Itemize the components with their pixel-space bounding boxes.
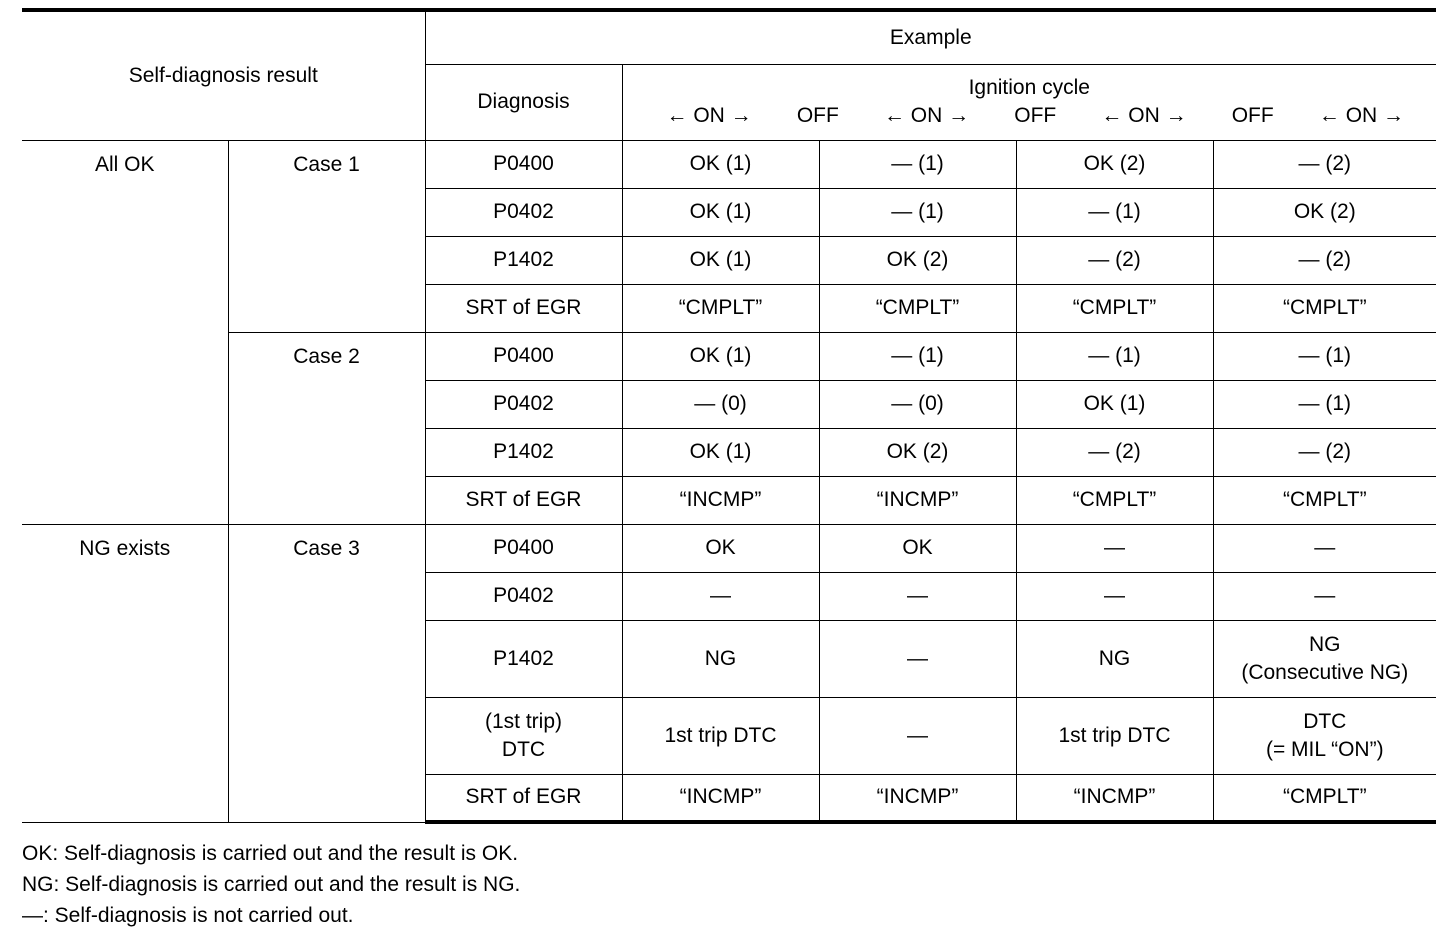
- value-cell: —: [819, 572, 1016, 620]
- value-cell: “INCMP”: [819, 774, 1016, 822]
- value-cell: — (1): [1213, 380, 1436, 428]
- value-cell: 1st trip DTC: [622, 697, 819, 774]
- diagnosis-header: Diagnosis: [425, 64, 622, 140]
- value-cell: — (2): [1213, 236, 1436, 284]
- cycle-state-label: ← ON →: [883, 104, 970, 127]
- legend-notes: [22, 838, 520, 931]
- result-cell: All OK: [22, 140, 228, 524]
- diagnosis-cell: P1402: [425, 620, 622, 697]
- cycle-state-label: ← ON →: [666, 104, 752, 127]
- table-row: [22, 524, 1436, 572]
- value-cell: NG (Consecutive NG): [1213, 620, 1436, 697]
- value-cell: “INCMP”: [622, 476, 819, 524]
- diagnosis-cell: P0400: [425, 524, 622, 572]
- diagnosis-cell: SRT of EGR: [425, 476, 622, 524]
- value-cell: NG: [622, 620, 819, 697]
- diagnosis-cell: P0402: [425, 188, 622, 236]
- value-cell: — (2): [1213, 140, 1436, 188]
- value-cell: —: [622, 572, 819, 620]
- value-cell: OK (1): [622, 188, 819, 236]
- note-line: OK: Self-diagnosis is carried out and the result is OK.: [22, 842, 519, 865]
- value-cell: — (2): [1016, 236, 1213, 284]
- ignition-cycle-states: [627, 102, 1433, 130]
- value-cell: “INCMP”: [819, 476, 1016, 524]
- self-diagnosis-table: [22, 8, 1436, 824]
- table-row: [22, 140, 1436, 188]
- value-cell: OK: [819, 524, 1016, 572]
- value-cell: OK (1): [1016, 380, 1213, 428]
- value-cell: — (1): [1016, 188, 1213, 236]
- value-cell: —: [1016, 524, 1213, 572]
- case-cell: Case 1: [228, 140, 425, 332]
- value-cell: — (2): [1213, 428, 1436, 476]
- diagnosis-cell: SRT of EGR: [425, 284, 622, 332]
- value-cell: —: [819, 620, 1016, 697]
- value-cell: “CMPLT”: [1213, 774, 1436, 822]
- value-cell: — (1): [1016, 332, 1213, 380]
- value-cell: NG: [1016, 620, 1213, 697]
- value-cell: — (2): [1016, 428, 1213, 476]
- example-header: Example: [425, 10, 1436, 64]
- value-cell: —: [1213, 524, 1436, 572]
- value-cell: “CMPLT”: [622, 284, 819, 332]
- value-cell: — (0): [819, 380, 1016, 428]
- diagnosis-cell: SRT of EGR: [425, 774, 622, 822]
- ignition-cycle-label: Ignition cycle: [968, 76, 1090, 99]
- value-cell: “CMPLT”: [1016, 476, 1213, 524]
- cycle-state-label: OFF: [1231, 104, 1274, 127]
- diagnosis-cell: P0402: [425, 380, 622, 428]
- cycle-state-label: OFF: [796, 104, 839, 127]
- value-cell: — (1): [819, 332, 1016, 380]
- value-cell: — (0): [622, 380, 819, 428]
- diagnosis-cell: (1st trip) DTC: [425, 697, 622, 774]
- cycle-state-label: ← ON →: [1101, 104, 1187, 127]
- diagnosis-cell: P1402: [425, 236, 622, 284]
- value-cell: “CMPLT”: [1016, 284, 1213, 332]
- value-cell: 1st trip DTC: [1016, 697, 1213, 774]
- diagnosis-cell: P1402: [425, 428, 622, 476]
- value-cell: OK (1): [622, 140, 819, 188]
- case-cell: Case 2: [228, 332, 425, 524]
- value-cell: —: [1213, 572, 1436, 620]
- value-cell: “INCMP”: [1016, 774, 1213, 822]
- value-cell: DTC (= MIL “ON”): [1213, 697, 1436, 774]
- cycle-state-label: ← ON →: [1318, 104, 1405, 127]
- value-cell: OK (2): [819, 428, 1016, 476]
- diagnosis-cell: P0400: [425, 140, 622, 188]
- value-cell: —: [1016, 572, 1213, 620]
- value-cell: “INCMP”: [622, 774, 819, 822]
- note-line: NG: Self-diagnosis is carried out and the result is NG.: [22, 873, 521, 896]
- value-cell: — (1): [819, 140, 1016, 188]
- value-cell: OK (2): [1016, 140, 1213, 188]
- value-cell: — (1): [1213, 332, 1436, 380]
- diagnosis-cell: P0400: [425, 332, 622, 380]
- self-diagnosis-result-header: Self-diagnosis result: [22, 10, 425, 140]
- diagnosis-cell: P0402: [425, 572, 622, 620]
- value-cell: OK: [622, 524, 819, 572]
- value-cell: OK (1): [622, 236, 819, 284]
- value-cell: OK (1): [622, 332, 819, 380]
- table-row: [22, 332, 1436, 380]
- value-cell: OK (2): [819, 236, 1016, 284]
- value-cell: “CMPLT”: [1213, 284, 1436, 332]
- value-cell: OK (2): [1213, 188, 1436, 236]
- result-cell: NG exists: [22, 524, 228, 822]
- case-cell: Case 3: [228, 524, 425, 822]
- note-line: —: Self-diagnosis is not carried out.: [22, 904, 354, 927]
- ignition-cycle-header: [622, 64, 1436, 140]
- value-cell: “CMPLT”: [819, 284, 1016, 332]
- cycle-state-label: OFF: [1014, 104, 1057, 127]
- value-cell: —: [819, 697, 1016, 774]
- value-cell: “CMPLT”: [1213, 476, 1436, 524]
- value-cell: OK (1): [622, 428, 819, 476]
- value-cell: — (1): [819, 188, 1016, 236]
